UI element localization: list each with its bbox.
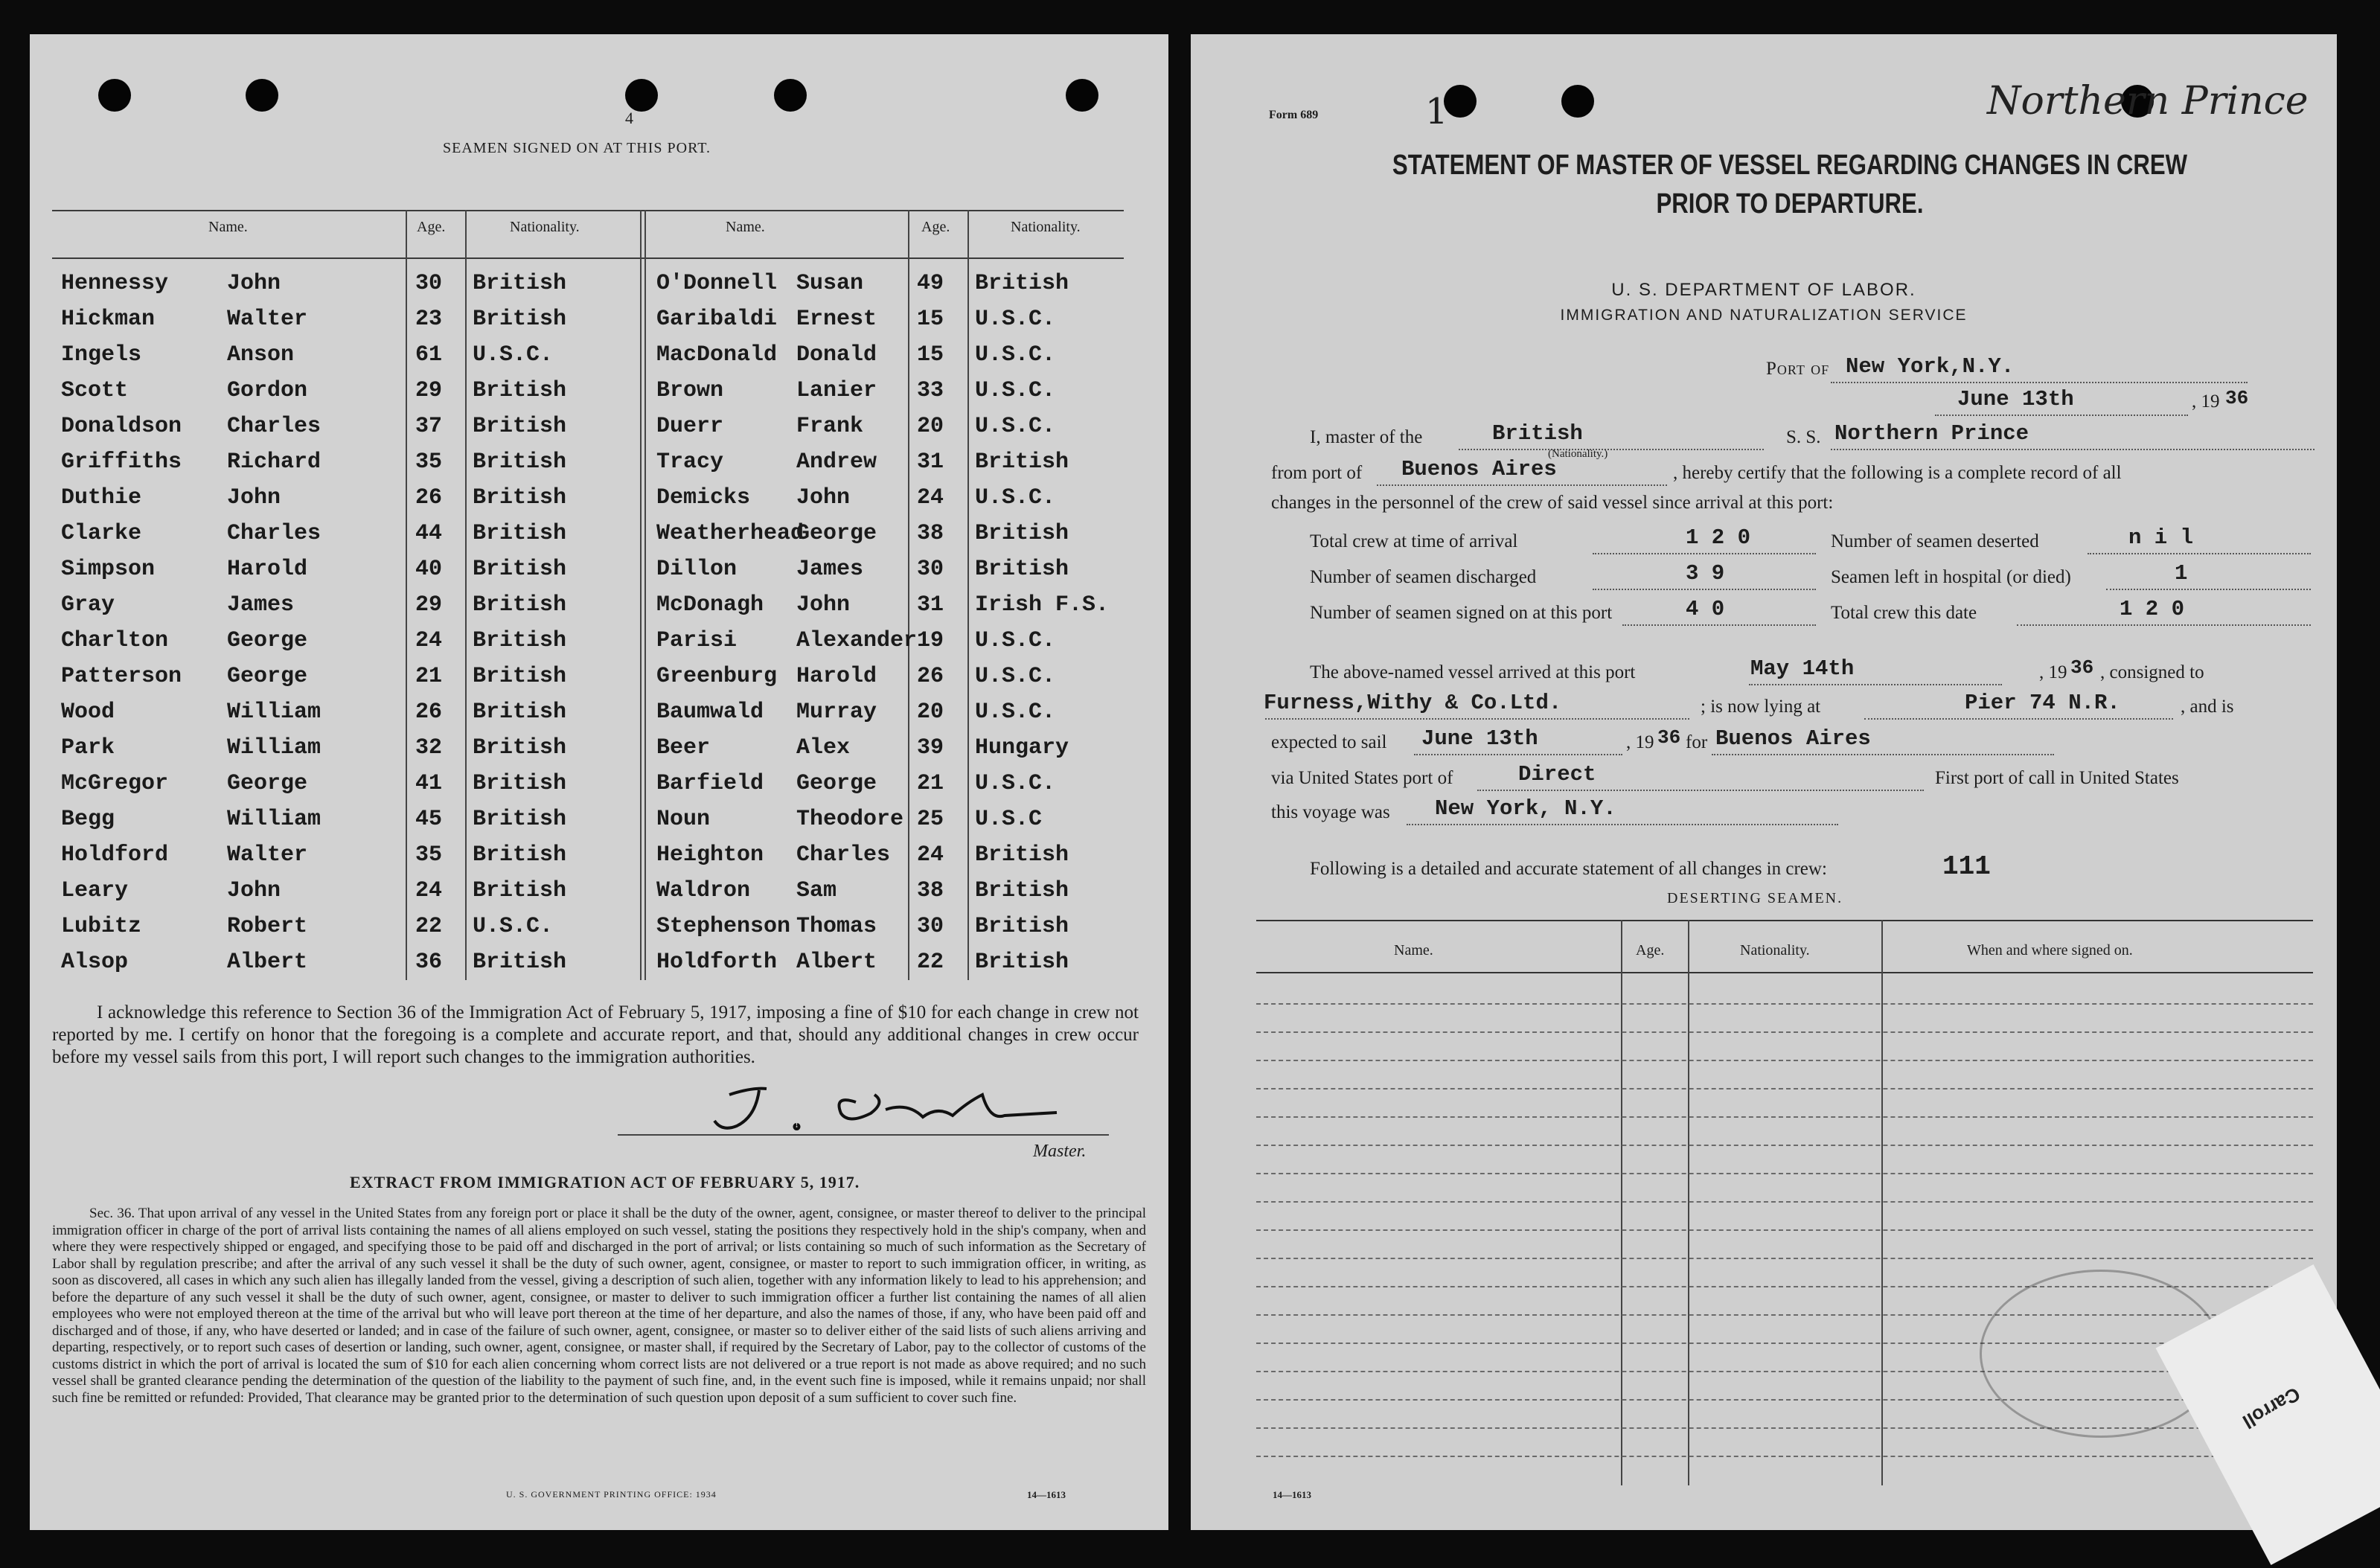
pier-value: Pier 74 N.R. [1965,691,2120,715]
given-name-cell: Robert [227,914,308,939]
surname-cell: Simpson [61,557,156,582]
nationality-cell: British [473,842,567,868]
right-page [1191,34,2337,1530]
blank-row [1256,1258,2313,1259]
surname-cell: Charlton [61,628,169,653]
table-row [52,661,1124,695]
surname-cell: Barfield [656,771,764,796]
age-cell: 21 [917,771,944,796]
table-row [52,875,1124,909]
given-name-cell: John [796,485,851,511]
following-label: Following is a detailed and accurate statement of all changes in crew: [1310,859,1827,879]
blank-row [1256,1060,2313,1061]
given-name-cell: Susan [796,271,864,296]
given-name-cell: Gordon [227,378,308,403]
given-name-cell: John [227,271,281,296]
page-mark: 4 [625,109,633,127]
given-name-cell: George [227,664,308,689]
given-name-cell: Albert [227,950,308,975]
table-row [52,268,1124,302]
year-prefix: , 19 [2192,391,2220,412]
nationality-cell: British [473,485,567,511]
age-cell: 19 [917,628,944,653]
age-cell: 15 [917,307,944,332]
surname-cell: Parisi [656,628,738,653]
surname-cell: Heighton [656,842,764,868]
age-cell: 45 [415,807,443,832]
surname-cell: Dillon [656,557,738,582]
age-cell: 39 [917,735,944,761]
surname-cell: O'Donnell [656,271,778,296]
table-row [52,554,1124,588]
punch-hole [98,79,131,112]
nationality-cell: British [975,842,1069,868]
signature-line [618,1134,1109,1136]
age-cell: 24 [415,878,443,903]
surname-cell: Clarke [61,521,142,546]
nationality-cell: U.S.C. [975,664,1056,689]
deserted-label: Number of seamen deserted [1831,531,2039,551]
given-name-cell: Harold [796,664,877,689]
blank-row [1256,1173,2313,1174]
nationality-cell: British [473,414,567,439]
nationality-cell: British [473,664,567,689]
given-name-cell: Albert [796,950,877,975]
extract-text: Sec. 36. That upon arrival of any vessel in the United States from any foreign port or place it shall be the duty of the owner, agent, consignee, or master thereof to deliver to the principal immigration officer in charge of the port of arrival lists containing the names of all aliens employed on such vessel, stating the positions they respectively hold in the ship's company, when and where they were respectively shipped or engaged, and specifying those to be paid off and discharged in the port of arrival; or lists containing so much of such information as the Secretary of Labor shall by regulation prescribe; and after the arrival of any such vessel it shall be the duty of such owner, agent, consignee, or master to report to such immigration officer, in writing, as soon as discovered, all cases in which any such alien has illegally landed from the vessel, giving a description of such alien, together with any information likely to lead to his apprehension; and before the departure of any such vessel it shall be the duty of such owner, agent, consignee, or master to deliver to such immigration officer a further list containing the names of all alien employees who were not employed thereon at the time of the arrival but who will leave port thereon at the time of her departure, and also the names of those, if any, who have been paid off and discharged and of those, if any, who have deserted or landed; and in case of the failure of such owner, agent, consignee, or master so to deliver either of the said lists of such aliens arriving and departing, respectively, or to report such cases of desertion or landing, such owner, agent, consignee, or master shall, if required by the Secretary of Labor, pay to the collector of customs of the customs district in which the port of arrival is located the sum of $10 for each alien concerning whom correct lists are not delivered or a true report is not made as above required; and no such vessel shall be granted clearance pending the determination of the question of the liability to the payment of such fine, and, in the event such fine is imposed, while it remains unpaid; nor shall such fine be remitted or refunded: Provided, That clearance may be granted prior to the determination of such question upon deposit of a sum sufficient to cover such fine. [52,1206,1146,1406]
certify-text-2: changes in the personnel of the crew of said vessel since arrival at this port: [1271,493,1834,513]
port-value: New York,N.Y. [1846,354,2015,379]
nationality-value: British [1492,421,1583,446]
surname-cell: MacDonald [656,342,778,368]
total-crew-arrival-value: 1 2 0 [1686,525,1751,550]
deserting-title: DESERTING SEAMEN. [1667,890,1843,906]
age-cell: 22 [917,950,944,975]
nationality-cell: British [473,771,567,796]
blank-row [1256,1456,2313,1457]
from-port-label: from port of [1271,463,1363,483]
given-name-cell: Richard [227,449,322,475]
punch-hole [774,79,807,112]
given-name-cell: Charles [227,414,322,439]
voyage-label: this voyage was [1271,802,1390,822]
d-header-age: Age. [1636,942,1665,959]
nationality-cell: British [473,700,567,725]
discharged-label: Number of seamen discharged [1310,567,1537,587]
surname-cell: Duthie [61,485,142,511]
age-cell: 31 [917,592,944,618]
nationality-cell: British [473,878,567,903]
d-header-nationality: Nationality. [1740,942,1810,959]
via-label: via United States port of [1271,768,1453,788]
header-age: Age. [921,219,950,235]
age-cell: 26 [415,485,443,511]
age-cell: 37 [415,414,443,439]
nationality-label: (Nationality.) [1548,448,1608,460]
age-cell: 31 [917,449,944,475]
via-value: Direct [1518,762,1596,787]
table-row [52,447,1124,481]
blank-row [1256,1229,2313,1231]
age-cell: 61 [415,342,443,368]
printer-line: U. S. GOVERNMENT PRINTING OFFICE: 1934 [506,1489,717,1500]
table-row [52,304,1124,338]
nationality-cell: British [473,735,567,761]
handwritten-mark: 1 [1425,91,1448,132]
consigned-label: , consigned to [2100,662,2204,682]
given-name-cell: Charles [796,842,891,868]
d-header-name: Name. [1394,942,1433,959]
age-cell: 30 [415,271,443,296]
surname-cell: Noun [656,807,711,832]
age-cell: 29 [415,592,443,618]
given-name-cell: John [227,485,281,511]
nationality-cell: British [473,271,567,296]
lying-label: ; is now lying at [1701,697,1821,717]
surname-cell: Ingels [61,342,142,368]
punch-hole [1561,85,1594,118]
table-row [52,947,1124,981]
vessel-name: Northern Prince [1834,421,2029,446]
age-cell: 36 [415,950,443,975]
blank-row [1256,1145,2313,1146]
form-title: STATEMENT OF MASTER OF VESSEL REGARDING CHANGES IN CREW PRIOR TO DEPARTURE. [1392,150,2188,220]
blank-row [1256,1003,2313,1005]
given-name-cell: Andrew [796,449,877,475]
nationality-cell: British [473,807,567,832]
surname-cell: Gray [61,592,115,618]
table-row [52,625,1124,659]
surname-cell: Alsop [61,950,129,975]
for-label: for [1686,732,1708,752]
table-row [52,697,1124,731]
age-cell: 21 [415,664,443,689]
service: IMMIGRATION AND NATURALIZATION SERVICE [1560,307,1968,324]
expected-label: expected to sail [1271,732,1387,752]
nationality-cell: U.S.C. [975,485,1056,511]
given-name-cell: Walter [227,307,308,332]
arrived-label: The above-named vessel arrived at this port [1310,662,1636,682]
ss-label: S. S. [1786,427,1821,447]
given-name-cell: James [227,592,295,618]
nationality-cell: Irish F.S. [975,592,1110,618]
surname-cell: Brown [656,378,724,403]
master-label: Master. [1033,1142,1087,1161]
given-name-cell: William [227,700,322,725]
surname-cell: Duerr [656,414,724,439]
given-name-cell: Theodore [796,807,904,832]
age-cell: 23 [415,307,443,332]
total-crew-arrival-label: Total crew at time of arrival [1310,531,1518,551]
port-label: Port of [1766,359,1830,379]
age-cell: 15 [917,342,944,368]
nationality-cell: British [975,878,1069,903]
nationality-cell: U.S.C [975,807,1043,832]
age-cell: 30 [917,914,944,939]
surname-cell: Wood [61,700,115,725]
left-page [30,34,1168,1530]
surname-cell: Lubitz [61,914,142,939]
department: U. S. DEPARTMENT OF LABOR. [1611,280,1916,300]
surname-cell: Hennessy [61,271,169,296]
blank-row [1256,1116,2313,1118]
blank-row [1256,1088,2313,1089]
given-name-cell: John [796,592,851,618]
age-cell: 20 [917,700,944,725]
deserted-value: n i l [2128,525,2194,550]
age-cell: 35 [415,449,443,475]
surname-cell: Garibaldi [656,307,778,332]
age-cell: 38 [917,878,944,903]
blank-row [1256,1201,2313,1203]
age-cell: 40 [415,557,443,582]
surname-cell: Holdford [61,842,169,868]
nationality-cell: U.S.C. [975,700,1056,725]
master-of-label: I, master of the [1310,427,1423,447]
expected-year-prefix: , 19 [1626,732,1654,752]
given-name-cell: John [227,878,281,903]
and-is-label: , and is [2181,697,2234,717]
table-row [52,911,1124,945]
given-name-cell: Anson [227,342,295,368]
header-name: Name. [208,219,248,235]
arrived-value: May 14th [1750,656,1855,681]
total-date-label: Total crew this date [1831,603,1977,623]
given-name-cell: Charles [227,521,322,546]
nationality-cell: British [473,557,567,582]
age-cell: 35 [415,842,443,868]
year-value: 36 [2225,387,2249,409]
punch-hole [246,79,278,112]
surname-cell: Stephenson [656,914,791,939]
surname-cell: Baumwald [656,700,764,725]
nationality-cell: British [975,271,1069,296]
acknowledgement: I acknowledge this reference to Section 36 of the Immigration Act of February 5, 1917, imposing a fine of $10 for each change in crew not reported by me. I certify on honor that the foregoing is a complete and accurate report, and that, should any additional changes in crew occur before my vessel sails from this port, I will report such changes to the immigration authorities. [52,1002,1139,1067]
total-date-value: 1 2 0 [2120,597,2185,621]
nationality-cell: British [473,378,567,403]
given-name-cell: Alexander [796,628,918,653]
date-value: June 13th [1957,387,2074,412]
surname-cell: Tracy [656,449,724,475]
given-name-cell: Walter [227,842,308,868]
seamen-signed-title: SEAMEN SIGNED ON AT THIS PORT. [443,140,711,156]
given-name-cell: Thomas [796,914,877,939]
changes-value: 111 [1942,851,1991,882]
given-name-cell: Lanier [796,378,877,403]
form-code: 14—1613 [1273,1489,1311,1500]
signed-on-label: Number of seamen signed on at this port [1310,603,1613,623]
consignee-value: Furness,Withy & Co.Ltd. [1264,691,1562,715]
table-row [52,732,1124,767]
given-name-cell: George [227,628,308,653]
age-cell: 24 [917,485,944,511]
table-row [52,768,1124,802]
table-row [52,411,1124,445]
punch-hole [625,79,658,112]
table-row [52,804,1124,838]
header-nationality: Nationality. [510,219,580,235]
surname-cell: Begg [61,807,115,832]
nationality-cell: U.S.C. [975,307,1056,332]
surname-cell: Hickman [61,307,156,332]
age-cell: 26 [917,664,944,689]
surname-cell: Park [61,735,115,761]
given-name-cell: William [227,735,322,761]
given-name-cell: Donald [796,342,877,368]
nationality-cell: British [975,914,1069,939]
form-number: Form 689 [1269,109,1319,121]
table-row [52,375,1124,409]
table-row [52,482,1124,516]
arrived-year: 36 [2070,656,2094,679]
surname-cell: McGregor [61,771,169,796]
given-name-cell: Alex [796,735,851,761]
surname-cell: Patterson [61,664,182,689]
nationality-cell: U.S.C. [473,914,554,939]
nationality-cell: Hungary [975,735,1069,761]
form-code: 14—1613 [1027,1489,1066,1500]
nationality-cell: U.S.C. [473,342,554,368]
surname-cell: Griffiths [61,449,182,475]
first-port-label: First port of call in United States [1935,768,2179,788]
given-name-cell: Sam [796,878,837,903]
surname-cell: Holdforth [656,950,778,975]
header-nationality: Nationality. [1011,219,1081,235]
surname-cell: Demicks [656,485,751,511]
nationality-cell: British [975,449,1069,475]
age-cell: 32 [415,735,443,761]
given-name-cell: James [796,557,864,582]
nationality-cell: British [473,449,567,475]
certify-text: , hereby certify that the following is a complete record of all [1673,463,2122,483]
given-name-cell: Murray [796,700,877,725]
table-row [52,589,1124,624]
age-cell: 44 [415,521,443,546]
nationality-cell: British [473,592,567,618]
given-name-cell: Ernest [796,307,877,332]
punch-hole [1066,79,1098,112]
surname-cell: Weatherhead [656,521,804,546]
surname-cell: Beer [656,735,711,761]
age-cell: 20 [917,414,944,439]
d-header-when: When and where signed on. [1967,942,2133,959]
nationality-cell: U.S.C. [975,342,1056,368]
expected-year: 36 [1657,726,1681,749]
nationality-cell: British [473,307,567,332]
nationality-cell: U.S.C. [975,414,1056,439]
surname-cell: Greenburg [656,664,778,689]
age-cell: 22 [415,914,443,939]
nationality-cell: British [975,521,1069,546]
nationality-cell: British [473,628,567,653]
age-cell: 41 [415,771,443,796]
voyage-value: New York, N.Y. [1435,796,1616,821]
age-cell: 49 [917,271,944,296]
signed-on-value: 4 0 [1686,597,1725,621]
nationality-cell: U.S.C. [975,628,1056,653]
table-row [52,339,1124,374]
nationality-cell: British [975,557,1069,582]
surname-cell: Donaldson [61,414,182,439]
expected-value: June 13th [1421,726,1538,751]
age-cell: 29 [415,378,443,403]
handwritten-vessel-name: Northern Prince [1987,79,2309,124]
from-port-value: Buenos Aires [1401,457,1557,481]
hospital-label: Seamen left in hospital (or died) [1831,567,2071,587]
nationality-cell: U.S.C. [975,378,1056,403]
arrived-year-prefix: , 19 [2039,662,2067,682]
age-cell: 25 [917,807,944,832]
surname-cell: Scott [61,378,129,403]
nationality-cell: British [473,950,567,975]
blank-row [1256,1031,2313,1033]
age-cell: 30 [917,557,944,582]
given-name-cell: George [227,771,308,796]
given-name-cell: William [227,807,322,832]
table-row [52,839,1124,874]
nationality-cell: British [975,950,1069,975]
surname-cell: Waldron [656,878,751,903]
discharged-value: 3 9 [1686,561,1725,586]
age-cell: 24 [917,842,944,868]
given-name-cell: George [796,521,877,546]
table-row [52,518,1124,552]
header-age: Age. [417,219,446,235]
hospital-value: 1 [2175,561,2188,586]
destination-value: Buenos Aires [1715,726,1871,751]
surname-cell: Leary [61,878,129,903]
given-name-cell: George [796,771,877,796]
extract-title: EXTRACT FROM IMMIGRATION ACT OF FEBRUARY 5, 1917. [350,1173,860,1191]
given-name-cell: Harold [227,557,308,582]
age-cell: 26 [415,700,443,725]
given-name-cell: Frank [796,414,864,439]
surname-cell: McDonagh [656,592,764,618]
age-cell: 33 [917,378,944,403]
nationality-cell: U.S.C. [975,771,1056,796]
header-name: Name. [726,219,765,235]
nationality-cell: British [473,521,567,546]
master-signature [685,1080,1101,1139]
age-cell: 38 [917,521,944,546]
age-cell: 24 [415,628,443,653]
folded-corner-text: Carroll [2239,1382,2304,1433]
punch-hole [1444,85,1477,118]
